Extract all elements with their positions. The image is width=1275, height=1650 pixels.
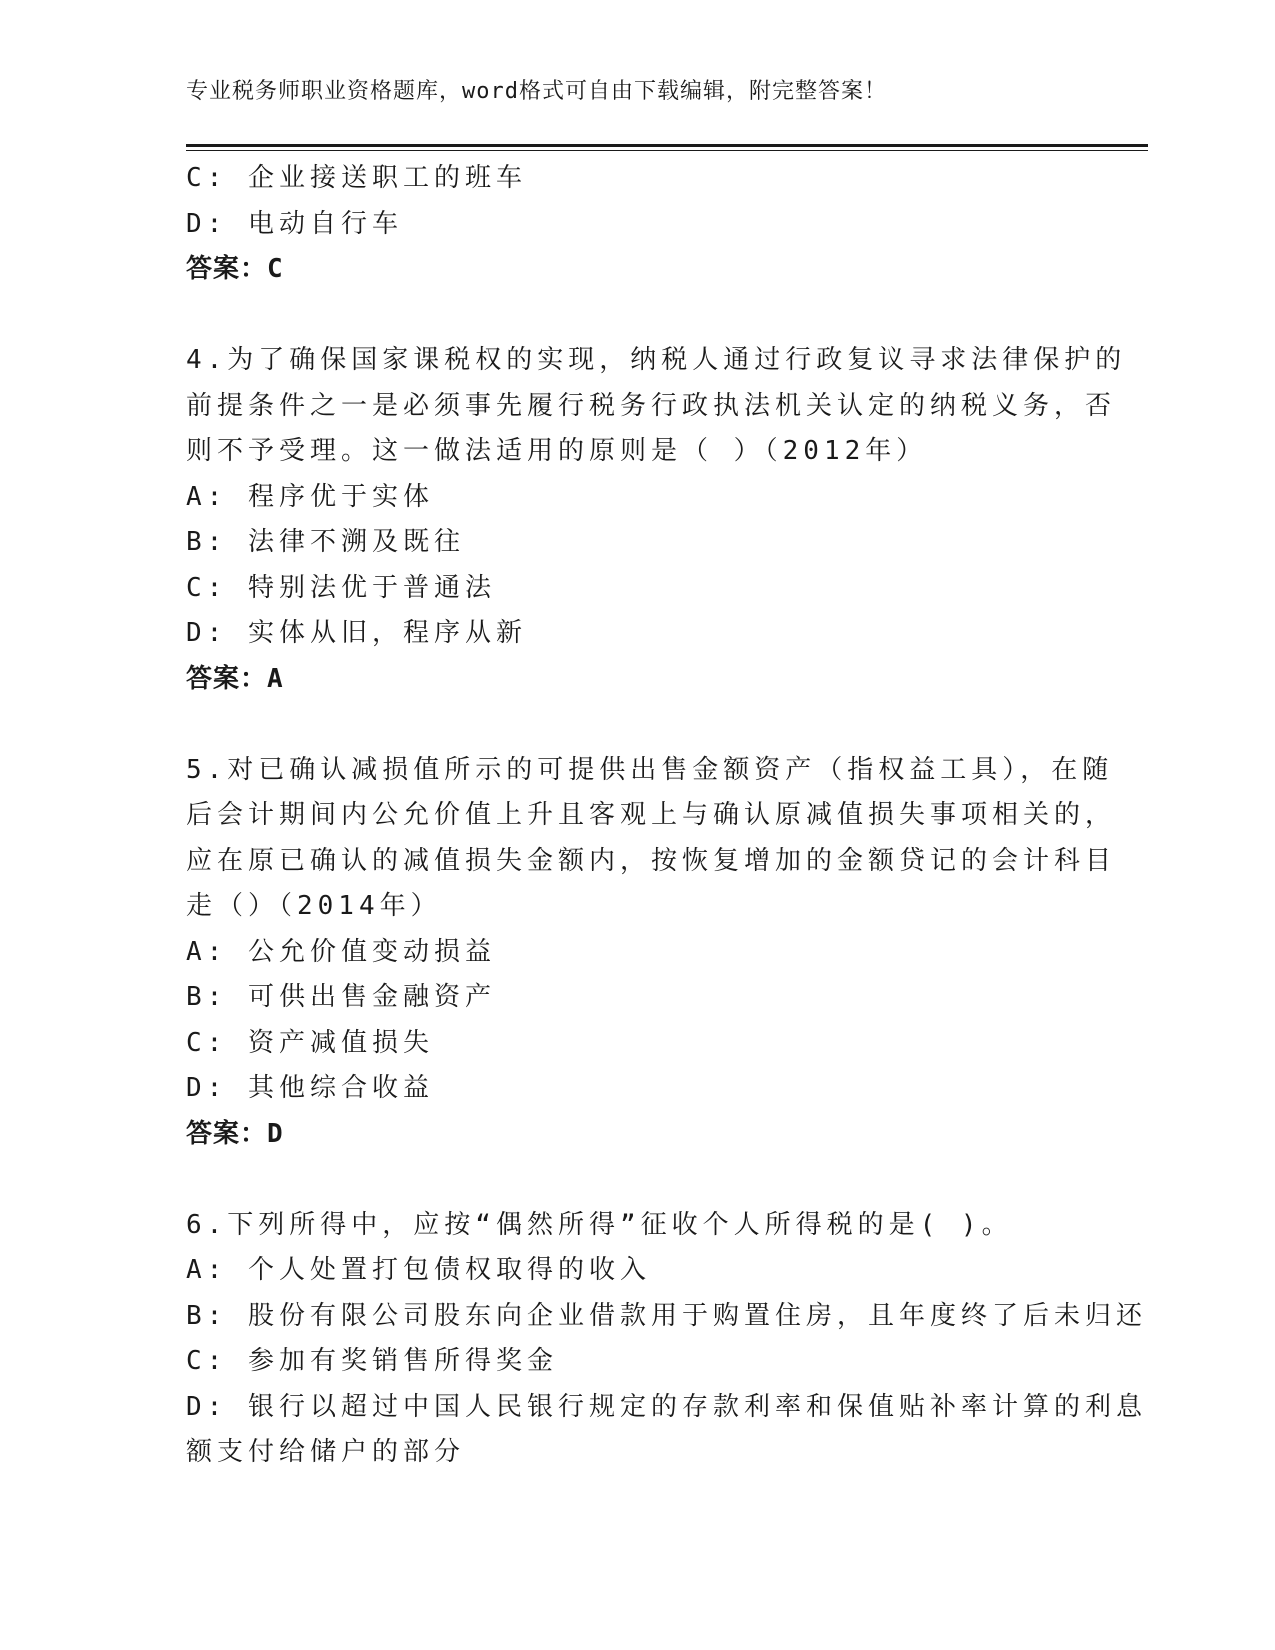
question-stem-line: 前提条件之一是必须事先履行税务行政执法机关认定的纳税义务，否 (186, 390, 1117, 421)
question-stem-line: 后会计期间内公允价值上升且客观上与确认原减值损失事项相关的， (186, 800, 1117, 830)
answer: 答案：A (186, 663, 284, 694)
question-stem-line: 应在原已确认的减值损失金额内，按恢复增加的金额贷记的会计科目 (186, 845, 1117, 876)
option-d: D: 其他综合收益 (186, 1073, 434, 1103)
page-header: 专业税务师职业资格题库，word格式可自由下载编辑，附完整答案！ (186, 79, 887, 104)
option-d: D: 电动自行车 (186, 208, 403, 239)
option-c: C: 资产减值损失 (186, 1027, 434, 1058)
header-rule-thin (186, 150, 1148, 151)
option-a: A: 程序优于实体 (186, 481, 434, 512)
option-b: B: 可供出售金融资产 (186, 982, 496, 1012)
question-stem-line: 6.下列所得中，应按“偶然所得”征收个人所得税的是( )。 (186, 1209, 1013, 1240)
option-c: C: 参加有奖销售所得奖金 (186, 1346, 558, 1376)
document-body (186, 156, 1147, 1476)
spacer (186, 293, 1086, 339)
option-a: A: 公允价值变动损益 (186, 936, 496, 967)
option-b: B: 法律不溯及既往 (186, 527, 465, 557)
question-6 (186, 1203, 1147, 1476)
header-rule-thick (186, 144, 1148, 147)
option-c: C: 特别法优于普通法 (186, 572, 496, 603)
answer: 答案：D (186, 1118, 284, 1149)
answer: 答案：C (186, 254, 284, 284)
question-stem-line: 走（）（2014年） (186, 891, 442, 921)
option-d-continuation: 额支付给储户的部分 (186, 1437, 466, 1467)
option-b: B: 股份有限公司股东向企业借款用于购置住房，且年度终了后未归还 (186, 1300, 1147, 1331)
option-d: D: 银行以超过中国人民银行规定的存款利率和保值贴补率计算的利息 (186, 1391, 1147, 1422)
option-d: D: 实体从旧，程序从新 (186, 618, 527, 648)
option-a: A: 个人处置打包债权取得的收入 (186, 1255, 651, 1285)
option-c: C: 企业接送职工的班车 (186, 163, 527, 193)
question-4 (186, 338, 1127, 702)
question-stem-line: 则不予受理。这一做法适用的原则是（ ）（2012年） (186, 436, 928, 466)
question-stem-line: 4.为了确保国家课税权的实现，纳税人通过行政复议寻求法律保护的 (186, 345, 1127, 375)
question-5 (186, 748, 1117, 1158)
spacer (186, 1157, 1086, 1203)
spacer (186, 702, 1086, 748)
question-stem-line: 5.对已确认减损值所示的可提供出售金额资产（指权益工具），在随 (186, 754, 1114, 785)
question-3-tail (186, 156, 1086, 293)
